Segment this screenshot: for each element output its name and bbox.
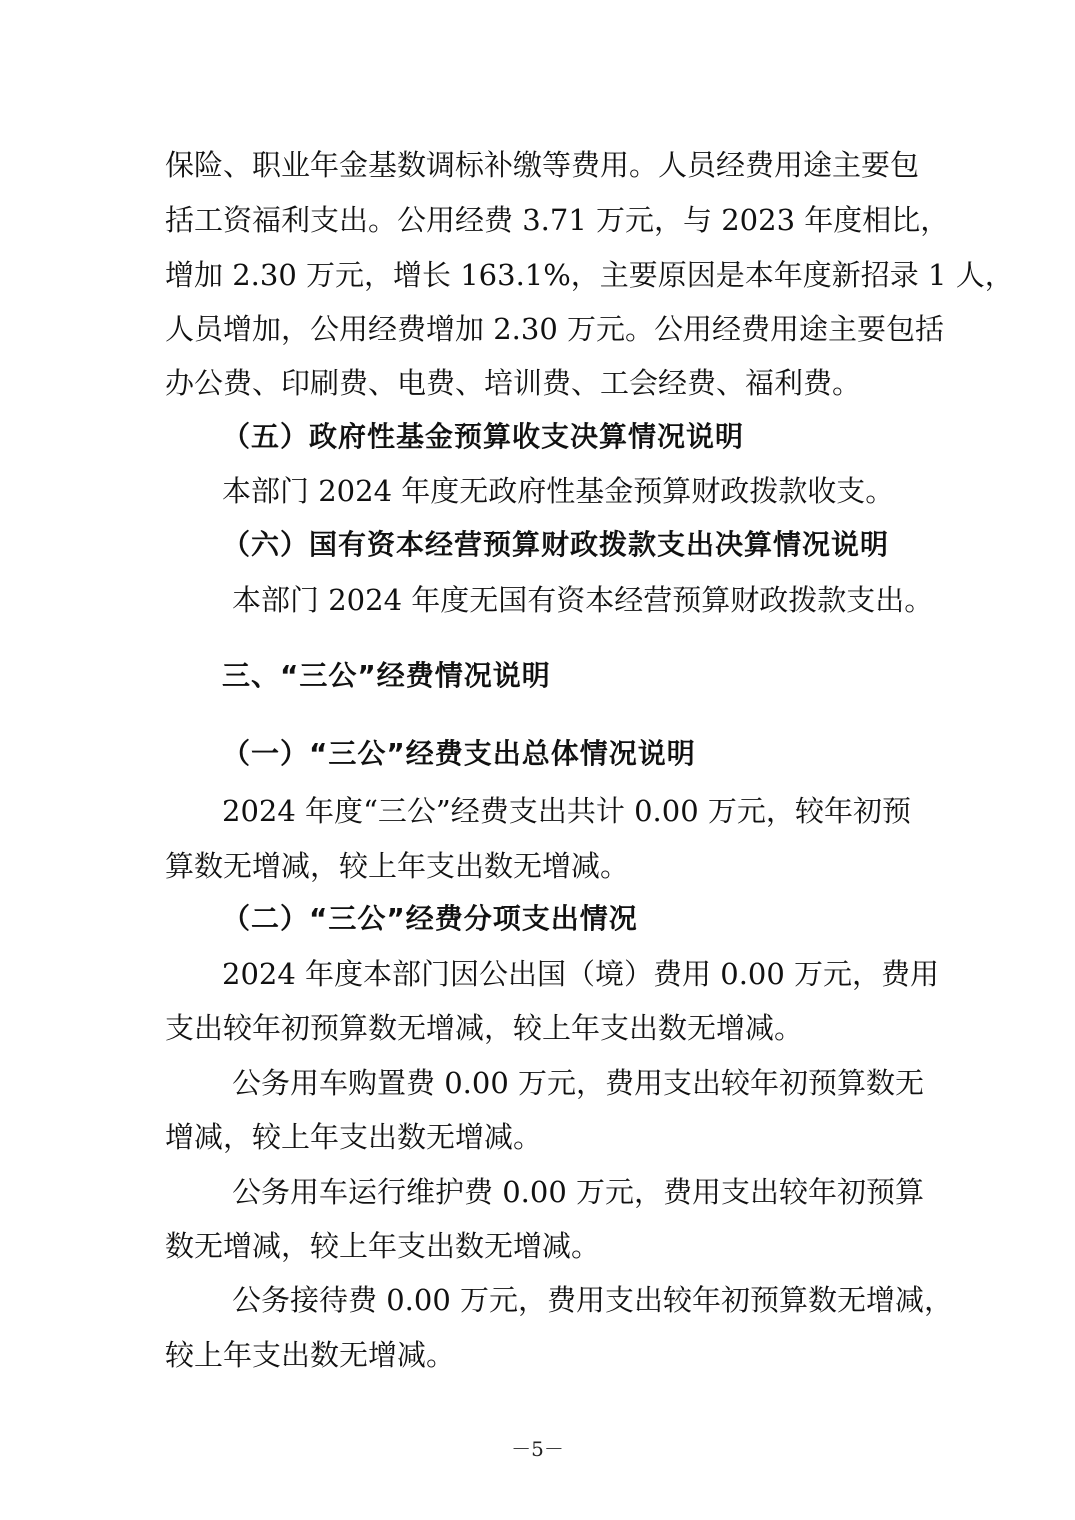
paragraph-line: 支出较年初预算数无增减，较上年支出数无增减。 bbox=[165, 1011, 804, 1045]
paragraph-line: 2024 年度本部门因公出国（境）费用 0.00 万元，费用 bbox=[222, 957, 940, 991]
paragraph-line: 2024 年度“三公”经费支出共计 0.00 万元，较年初预 bbox=[222, 794, 911, 828]
section-heading-6: （六）国有资本经营预算财政拨款支出决算情况说明 bbox=[222, 528, 890, 561]
paragraph-line: 公务接待费 0.00 万元，费用支出较年初预算数无增减， bbox=[232, 1283, 954, 1317]
paragraph-line: 人员增加，公用经费增加 2.30 万元。公用经费用途主要包括 bbox=[165, 312, 945, 346]
page-number: －5－ bbox=[511, 1437, 564, 1461]
paragraph-line: 保险、职业年金基数调标补缴等费用。人员经费用途主要包 bbox=[165, 148, 920, 182]
paragraph-line: 算数无增减，较上年支出数无增减。 bbox=[165, 849, 630, 883]
paragraph-line: 较上年支出数无增减。 bbox=[165, 1338, 456, 1372]
section-heading-2: （二）“三公”经费分项支出情况 bbox=[222, 902, 638, 935]
section-heading-5: （五）政府性基金预算收支决算情况说明 bbox=[222, 420, 745, 453]
paragraph-line: 本部门 2024 年度无政府性基金预算财政拨款收支。 bbox=[222, 474, 895, 508]
section-heading-1: （一）“三公”经费支出总体情况说明 bbox=[222, 737, 696, 770]
paragraph-line: 办公费、印刷费、电费、培训费、工会经费、福利费。 bbox=[165, 366, 862, 400]
paragraph-line: 括工资福利支出。公用经费 3.71 万元，与 2023 年度相比， bbox=[165, 203, 950, 237]
paragraph-line: 数无增减，较上年支出数无增减。 bbox=[165, 1229, 601, 1263]
paragraph-line: 增减，较上年支出数无增减。 bbox=[165, 1120, 543, 1154]
paragraph-line: 公务用车运行维护费 0.00 万元，费用支出较年初预算 bbox=[232, 1175, 925, 1209]
paragraph-line: 本部门 2024 年度无国有资本经营预算财政拨款支出。 bbox=[232, 583, 934, 617]
paragraph-line: 公务用车购置费 0.00 万元，费用支出较年初预算数无 bbox=[232, 1066, 925, 1100]
chapter-heading-3: 三、“三公”经费情况说明 bbox=[222, 659, 551, 692]
paragraph-line: 增加 2.30 万元，增长 163.1%，主要原因是本年度新招录 1 人， bbox=[165, 258, 1014, 292]
